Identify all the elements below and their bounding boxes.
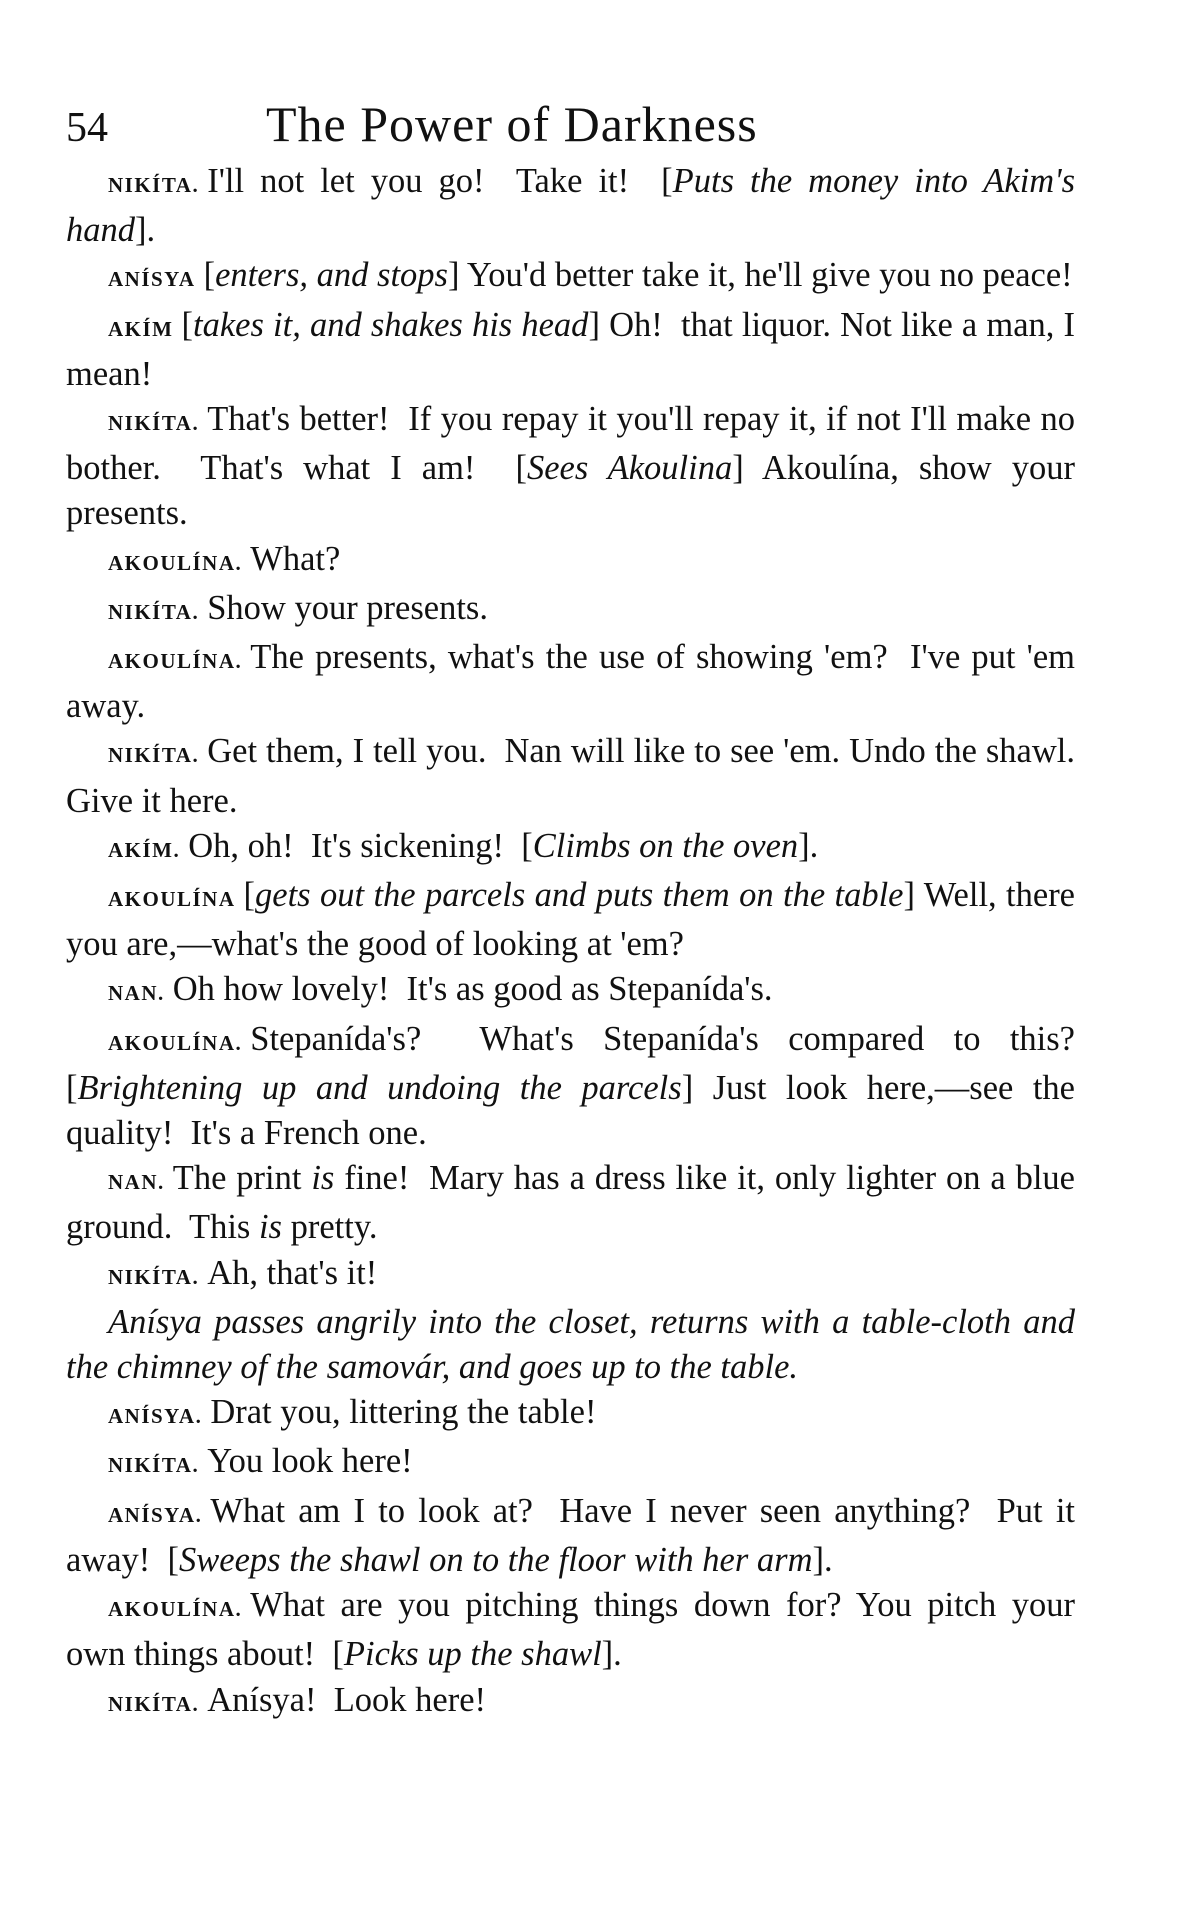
stage-direction: [66, 1300, 1075, 1390]
dialogue-text: fine! Mary has a dress like it, only lighter on a blue ground. This: [66, 1159, 1084, 1247]
dialogue-line: [66, 1489, 1084, 1583]
stage-direction-text: Sees Akoulina: [526, 449, 733, 488]
dialogue-line: [66, 1017, 1093, 1157]
speaker-name: NIKÍTA.: [108, 1264, 200, 1289]
dialogue-line: [66, 1439, 1075, 1488]
dialogue-text: [: [203, 256, 216, 295]
dialogue-text: [: [243, 876, 256, 915]
dialogue-text: I'll not let you go! Take it!: [207, 162, 662, 200]
dialogue-text: ]: [903, 876, 915, 915]
dialogue-text: ]: [447, 256, 460, 295]
dialogue-line: [66, 729, 1093, 823]
stage-direction-text: Brightening up and undoing the parcels: [77, 1068, 682, 1107]
dialogue-text: You'd better take it, he'll give you no peace!: [459, 256, 1073, 295]
dialogue-line: [66, 397, 1084, 537]
page-number: 54: [66, 105, 108, 151]
dialogue-text: Just look here,—see the quality! It's a French one.: [66, 1068, 1084, 1153]
speaker-name: NIKÍTA.: [108, 411, 200, 436]
dialogue-line: [66, 967, 1075, 1016]
dialogue-text: [: [167, 1540, 180, 1579]
dialogue-text: The print: [172, 1159, 312, 1198]
dialogue-text: ].: [135, 211, 156, 250]
dialogue-line: [66, 1251, 1075, 1300]
speaker-name: ANÍSYA.: [108, 1404, 203, 1429]
stage-direction-text: Sweeps the shawl on to the floor with her arm: [179, 1540, 813, 1579]
dialogue-text: What?: [250, 539, 341, 578]
dialogue-text: Ah, that's it!: [207, 1253, 378, 1292]
speaker-name: AKOULÍNA.: [108, 550, 243, 575]
dialogue-line: [66, 1583, 1084, 1677]
dialogue-text: ].: [812, 1540, 833, 1579]
dialogue-text: Anísya! Look here!: [207, 1680, 486, 1719]
dialogue-text: Drat you, littering the table!: [210, 1393, 597, 1432]
stage-direction-text: is: [258, 1208, 282, 1247]
dialogue-text: Stepanída's? What's Stepanída's compared to this?: [250, 1019, 1093, 1058]
speaker-name: AKOULÍNA: [108, 887, 236, 912]
speaker-name: NIKÍTA.: [108, 1691, 200, 1716]
speaker-name: AKOULÍNA.: [108, 1030, 243, 1055]
play-text: [66, 159, 1093, 1727]
dialogue-text: [: [332, 1635, 344, 1674]
dialogue-text: ].: [601, 1635, 622, 1674]
dialogue-line: [66, 586, 1075, 635]
speaker-name: AKÍM: [108, 316, 174, 341]
speaker-name: AKOULÍNA.: [108, 649, 243, 674]
stage-direction-text: takes it, and shakes his head: [193, 305, 589, 344]
dialogue-text: Well, there you are,—what's the good of looking at 'em?: [66, 876, 1084, 964]
dialogue-line: [66, 159, 1084, 253]
dialogue-line: [66, 635, 1084, 729]
speaker-name: ANÍSYA: [108, 267, 196, 292]
dialogue-line: [66, 1390, 1075, 1439]
dialogue-text: Oh, oh! It's sickening!: [188, 826, 522, 865]
page-header: [66, 95, 1075, 153]
dialogue-line: [66, 253, 1075, 302]
dialogue-line: [66, 873, 1084, 967]
dialogue-text: That's better! If you repay it you'll repay it, if not I'll make no bother. That's what I am!: [66, 400, 1084, 488]
speaker-name: AKOULÍNA.: [108, 1597, 243, 1622]
dialogue-text: ]: [588, 305, 600, 344]
dialogue-text: Get them, I tell you. Nan will like to see 'em. Undo the shawl. Give it here.: [66, 732, 1093, 820]
speaker-name: AKÍM.: [108, 837, 181, 862]
dialogue-text: [: [661, 162, 673, 200]
stage-direction-text: Climbs on the oven: [532, 826, 799, 865]
dialogue-text: Show your presents.: [207, 588, 488, 627]
running-title: The Power of Darkness: [266, 96, 758, 152]
dialogue-text: Akoulína, show your presents.: [66, 449, 1084, 533]
dialogue-text: ]: [681, 1068, 694, 1107]
dialogue-text: You look here!: [207, 1442, 413, 1481]
dialogue-text: [: [66, 1068, 78, 1107]
speaker-name: NAN.: [108, 981, 165, 1006]
dialogue-text: The presents, what's the use of showing 'em? I've put 'em away.: [66, 638, 1084, 726]
dialogue-text: [: [521, 826, 533, 865]
stage-direction-text: Picks up the shawl: [343, 1635, 602, 1674]
speaker-name: NIKÍTA.: [108, 743, 200, 768]
dialogue-line: [66, 1678, 1075, 1727]
dialogue-text: [: [515, 449, 527, 488]
dialogue-text: Oh! that liquor. Not like a man, I mean!: [66, 305, 1084, 393]
speaker-name: NIKÍTA.: [108, 173, 200, 197]
dialogue-line: [66, 303, 1084, 397]
speaker-name: ANÍSYA.: [108, 1502, 203, 1527]
dialogue-text: [: [181, 305, 193, 344]
dialogue-line: [66, 1156, 1084, 1250]
dialogue-line: [66, 824, 1075, 873]
stage-direction-text: is: [311, 1159, 335, 1198]
dialogue-text: Oh how lovely! It's as good as Stepanída's.: [172, 970, 773, 1009]
dialogue-text: ]: [732, 449, 744, 488]
stage-direction-text: Puts the money into Akim's hand: [66, 162, 1084, 250]
dialogue-text: pretty.: [281, 1208, 378, 1247]
dialogue-text: ].: [798, 826, 819, 865]
speaker-name: NIKÍTA.: [108, 599, 200, 624]
stage-direction-text: enters, and stops: [215, 256, 448, 295]
stage-direction-text: Anísya passes angrily into the closet, returns with a table-cloth and the chimney of the samovár, and goes up to the table.: [66, 1302, 1075, 1387]
dialogue-line: [66, 537, 1075, 586]
speaker-name: NAN.: [108, 1170, 165, 1195]
dialogue-text: What are you pitching things down for? You pitch your own things about!: [66, 1586, 1084, 1674]
dialogue-text: What am I to look at? Have I never seen anything? Put it away!: [66, 1491, 1084, 1579]
speaker-name: NIKÍTA.: [108, 1453, 200, 1478]
stage-direction-text: gets out the parcels and puts them on the table: [255, 876, 904, 915]
